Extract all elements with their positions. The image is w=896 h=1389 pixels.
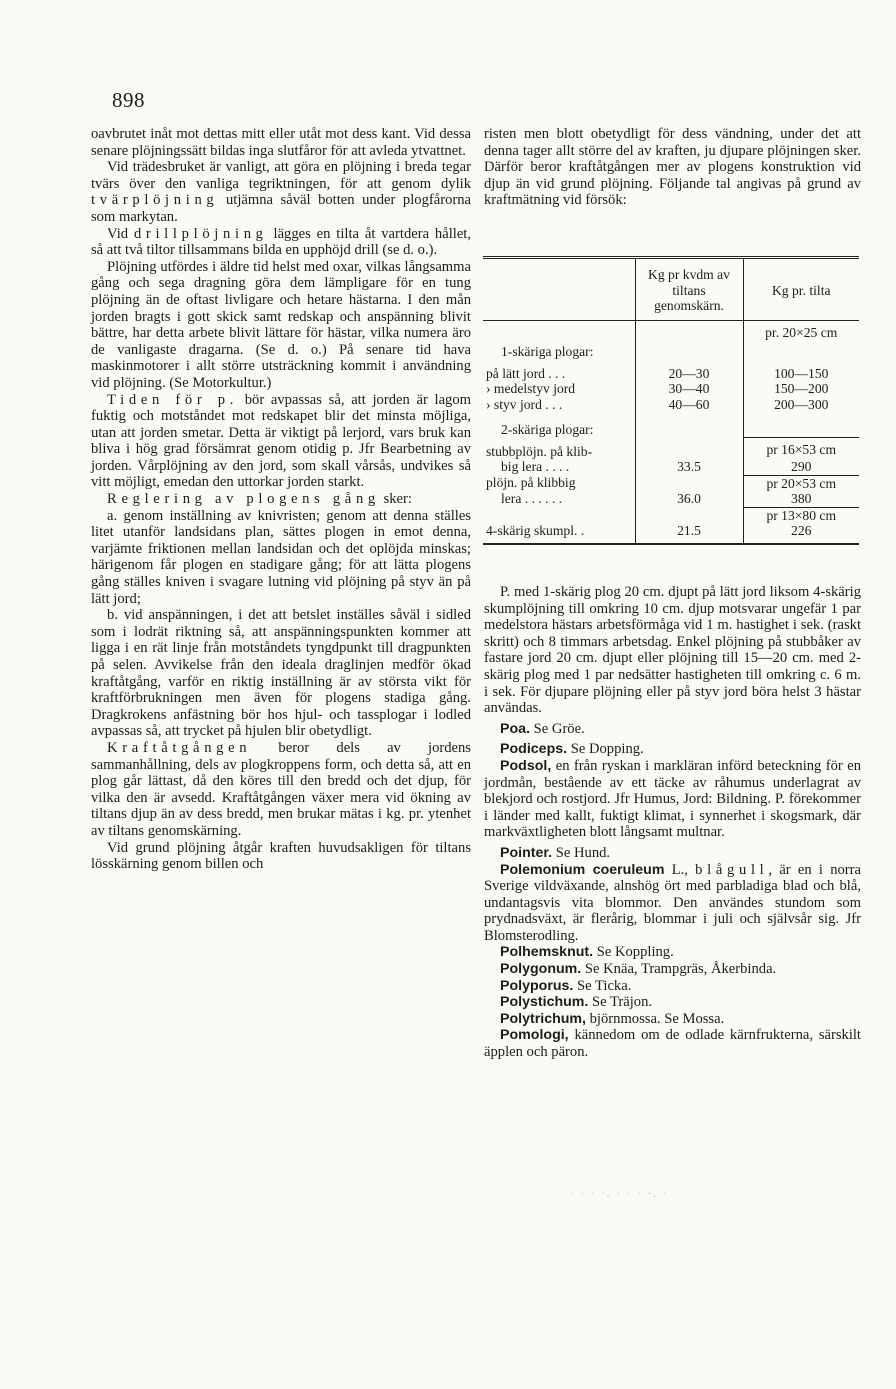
table-cell: › styv jord . . .	[486, 396, 563, 412]
dictionary-entry	[484, 741, 861, 758]
left-paragraph-7: a. genom inställning av knivristen; genom att denna ställes litet utanför landsidans plan, sättes plogen in emot denna, varjämte friktionen mellan landsidan och det oplöjda minskas; härigenom får plogen en stadigare gång; för att lätta plogens gång ställes kniven i svagare lutning vid plöjning på styv än på lätt jord;	[91, 507, 471, 607]
dictionary-entry	[484, 1027, 861, 1060]
right-column-body	[484, 584, 861, 1061]
text-run: Vid	[107, 225, 134, 242]
page-number: 898	[112, 88, 145, 112]
entry-text: , är en i norra Sverige vildväxande, alnshög ört med parbladiga blad och blå, undantagsvis vita blommor. Den användes stundom som prydnadsväxt, är flerårig, blommar i juli och självsår sig. Jfr Blomsterodling.	[484, 861, 861, 944]
table-header-empty	[483, 259, 635, 320]
table-cell: lera . . . . . .	[501, 491, 563, 506]
dictionary-entry	[484, 758, 861, 841]
entry-headword: Polyporus.	[500, 977, 574, 994]
table-cell: 4-skärig skumpl. .	[486, 523, 585, 538]
table-row	[483, 491, 859, 507]
left-paragraph-10: Vid grund plöjning åtgår kraften huvudsakligen för tiltans lösskärning genom billen och	[91, 839, 471, 873]
dictionary-entry	[484, 1011, 861, 1028]
entry-text: Se Knäa, Trampgräs, Åkerbinda.	[581, 961, 777, 978]
table-cell: 36.0	[635, 491, 743, 507]
left-paragraph-3	[91, 226, 471, 259]
entry-text: Se Hund.	[552, 844, 611, 861]
dictionary-entry	[484, 994, 861, 1011]
entry-text: Se Dopping.	[567, 741, 644, 758]
table-row	[483, 381, 859, 397]
spaced-term: tvärplöjning	[91, 192, 219, 209]
entry-headword: Polytrichum,	[500, 1010, 586, 1027]
left-column	[91, 126, 471, 873]
table-cell: 20—30	[635, 360, 743, 382]
entry-text: björnmossa. Se Mossa.	[585, 1010, 725, 1027]
left-paragraph-6	[91, 491, 471, 508]
entry-headword: Polhemsknut.	[500, 944, 594, 961]
text-run: lägges en tilta åt vartdera hållet, så att två tiltor tillsammans bilda en upphöjd drill (se d. o.).	[91, 225, 471, 259]
entry-headword: Podsol,	[500, 757, 552, 774]
text-run: utjämna såväl botten under plogfårorna som markytan.	[91, 192, 471, 225]
table-cell: 21.5	[635, 523, 743, 543]
table-cell: på lätt jord . . .	[486, 365, 566, 381]
table-row	[483, 412, 859, 438]
right-paragraph-1: risten men blott obetydligt för dess vändning, under det att denna tager allt större del av kraften, ju djupare plöjningen sker. Därför beror kraftåtgången mer av plogens konstruktion vid djup än vid grund plöjning. Följande tal angivas på grund av kraftmätning vid försök:	[484, 126, 861, 209]
spaced-term: Kraftåtgången	[107, 739, 252, 756]
table-cell: 40—60	[635, 397, 743, 413]
table-cell: pr 13×80 cm	[743, 507, 859, 523]
table-cell: pr. 20×25 cm	[743, 320, 859, 340]
entry-text: Se Koppling.	[593, 944, 674, 961]
table-row	[483, 360, 859, 382]
dictionary-entry	[484, 845, 861, 862]
table-group-label: 2-skäriga plogar:	[501, 422, 594, 437]
left-paragraph-5	[91, 392, 471, 492]
text-run: beror dels av jordens sammanhållning, dels av plogkroppens form, och detta så, att en plog går lättast, då den köres till den bredd och det djup, för vilka den är avsedd. Kraftåtgången växer mera vid ökning av tiltans djup än av dess bredd, men brukar mätas i kg. pr. ytenhet av tiltans genomskärning.	[91, 739, 471, 839]
left-paragraph-8: b. vid anspänningen, i det att betslet inställes såväl i sidled som i lodrät riktning så, att anspänningspunkten kommer att ligga i en rät linje från motståndets tyngdpunkt till dragpunkten på selen. Avvikelse från den ideala draglinjen medför ökad kraftåtgång, varför en riktig inställning är av största vikt för kraftförbrukningen men även för plogens stadiga gång. Dragkrokens anfästning bör hos hjul- och tassplogar i lodled avpassas så, att trycket på hjulen blir obetydligt.	[91, 607, 471, 740]
table-row	[483, 320, 859, 340]
table-cell: 226	[743, 523, 859, 543]
table-cell: 150—200	[743, 381, 859, 397]
print-speckle: · · · ·. · · · ·. ·	[570, 1188, 669, 1200]
table-cell: › medelstyv jord	[486, 381, 576, 396]
table-header-row	[483, 259, 859, 320]
table-cell: 290	[743, 459, 859, 475]
table-cell: 33.5	[635, 459, 743, 475]
table-header-kvdm: Kg pr kvdm av tiltans genomskärn.	[635, 259, 743, 320]
entry-text: Se Träjon.	[588, 994, 653, 1011]
entry-headword: Podiceps.	[500, 741, 568, 758]
table-row	[483, 340, 859, 360]
entry-text: Se Ticka.	[573, 977, 632, 994]
dictionary-entry	[484, 721, 861, 738]
entry-text: en från ryskan i markläran införd beteckning för en jordmån, bestående av ett täcke av råhumus underlagrat av blekjord och rostjord. Jfr Humus, Jord: Bildning. P. förekommer i länder med kallt, fuktigt klimat, i synnerhet i skogsmark, där markväxtligheten blott långsamt multnar.	[484, 757, 861, 841]
left-paragraph-2	[91, 159, 471, 225]
entry-text: kännedom om de odlade kärnfrukterna, särskilt äpplen och päron.	[484, 1027, 861, 1061]
spaced-term: blågull	[695, 861, 769, 878]
left-paragraph-9	[91, 740, 471, 840]
dictionary-entry	[484, 978, 861, 995]
table-cell: 100—150	[743, 360, 859, 382]
dictionary-entry	[484, 862, 861, 945]
entry-text: Se Gröe.	[530, 720, 585, 737]
table-row	[483, 459, 859, 475]
table-cell: 380	[743, 491, 859, 507]
table-cell: big lera . . . .	[501, 459, 570, 474]
table-row	[483, 475, 859, 491]
left-paragraph-1: oavbrutet inåt mot dettas mitt eller utåt mot dess kant. Vid dessa senare plöjningssätt bildas inga slutfåror för att avleda ytvattnet.	[91, 126, 471, 159]
right-column-intro	[484, 126, 861, 209]
table-header-tilta: Kg pr. tilta	[743, 259, 859, 320]
table-row	[483, 438, 859, 460]
table-cell: pr 16×53 cm	[743, 438, 859, 460]
spaced-term: drillplöjning	[133, 225, 268, 242]
dictionary-entry	[484, 961, 861, 978]
table-cell: plöjn. på klibbig	[486, 475, 576, 490]
traction-data-table	[483, 259, 859, 543]
entry-headword: Polystichum.	[500, 994, 589, 1011]
entry-text: L.,	[664, 861, 696, 878]
table-cell: 30—40	[635, 381, 743, 397]
left-paragraph-4: Plöjning utfördes i äldre tid helst med oxar, vilkas långsamma gång och sega dragning göra dem lämpligare för en tung plöjning än de oftast livligare och hetare hästarna. I den mån jorden bragts i gott skick samt redskap och anspänning blivit bättre, har detta arbete blivit lättare för hästar, vilka numera äro de vanligaste dragarna. (Se d. o.) På senare tid hava maskinmotorer i allt större utsträckning kommit i användning vid plöjning. (Se Motorkultur.)	[91, 258, 471, 391]
entry-headword: Pomologi,	[500, 1027, 569, 1044]
traction-table	[483, 256, 859, 545]
text-run: Vid trädesbruket är vanligt, att göra en plöjning i breda tegar tvärs över den vanliga tegriktningen, för att genom dylik	[91, 159, 471, 192]
spaced-term: Tiden för p.	[107, 391, 239, 408]
entry-headword: Polemonium coeruleum	[500, 861, 665, 878]
table-cell: pr 20×53 cm	[743, 475, 859, 491]
right-paragraph-2: P. med 1-skärig plog 20 cm. djupt på lätt jord liksom 4-skärig skumplöjning till omkring 10 cm. djup motsvarar ungefär 1 par medelstora hästars arbetsförmåga vid 1 m. hastighet i sek. (raskt skritt) och 8 timmars arbetsdag. Enkel plöjning på stubbåker av fastare jord 20 cm. djupt eller plöjning till 15—20 cm. med 2-skärig plog med 1 par nedsätter hastigheten till omkring c. 6 m. i sek. För djupare plöjning eller på styv jord böra helst 3 hästar användas.	[484, 584, 861, 717]
table-row	[483, 523, 859, 543]
table-row	[483, 397, 859, 413]
table-row	[483, 507, 859, 523]
dictionary-entry	[484, 944, 861, 961]
entry-headword: Polygonum.	[500, 961, 582, 978]
entry-headword: Poa.	[500, 720, 531, 737]
text-run: sker:	[379, 491, 412, 508]
entry-headword: Pointer.	[500, 844, 553, 861]
table-cell: 200—300	[743, 397, 859, 413]
text-run: bör avpassas så, att jorden är lagom fuktig och motståndet mot redskapet blir det minsta möjliga, utan att jorden smetar. Detta är viktigt på lerjord, vars bruk kan bliva i hög grad försämrat genom otidig p. Jfr Bearbetning av jorden. Vårplöjning av den jord, som skall vårsås, undvikes så vitt möjligt, emedan den uttorkar jorden starkt.	[91, 391, 472, 491]
spaced-term: Reglering av plogens gång	[107, 491, 380, 508]
table-group-label: 1-skäriga plogar:	[501, 344, 594, 359]
table-cell: stubbplöjn. på klib-	[486, 443, 593, 459]
